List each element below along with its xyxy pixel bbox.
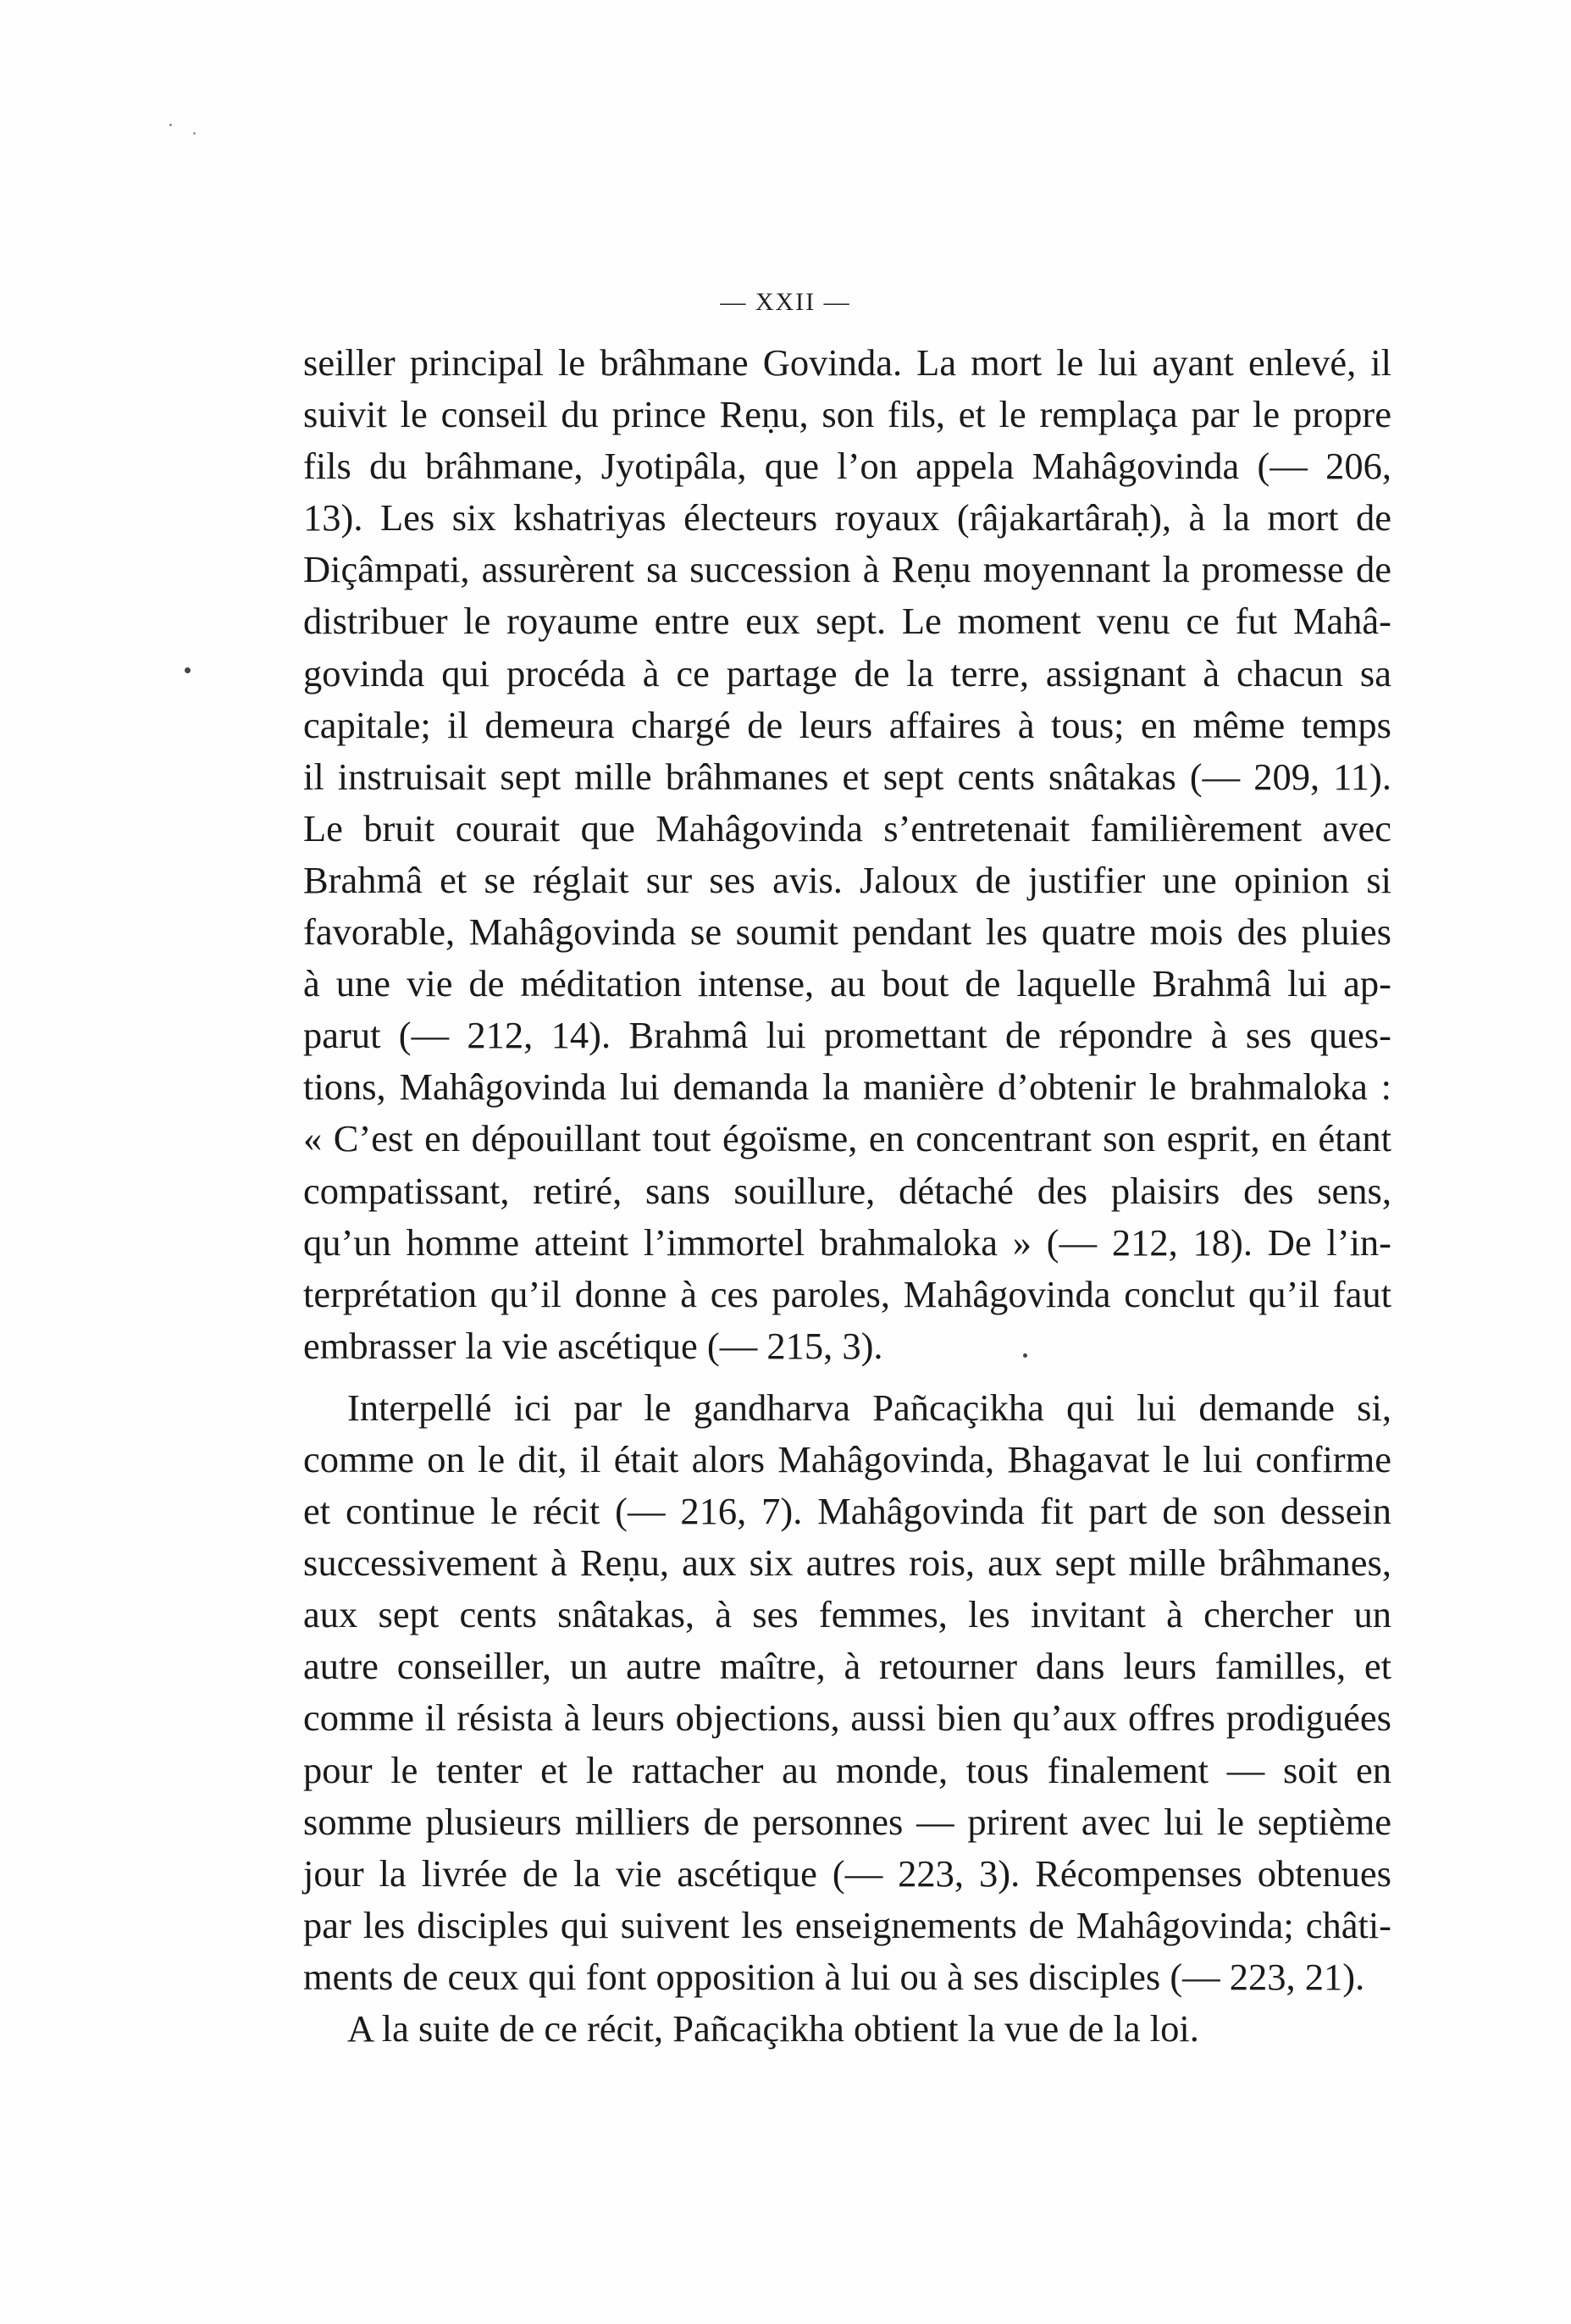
scan-speck bbox=[169, 124, 172, 126]
text-line: comme il résista à leurs objections, aussi bien qu’aux offres prodiguées bbox=[303, 1696, 1391, 1740]
text-line: « C’est en dépouillant tout égoïsme, en concentrant son esprit, en étant bbox=[303, 1117, 1391, 1160]
text-line: aux sept cents snâtakas, à ses femmes, les invitant à chercher un bbox=[303, 1593, 1391, 1636]
text-line: comme on le dit, il était alors Mahâgovinda, Bhagavat le lui confirme bbox=[303, 1437, 1391, 1480]
text-line: terprétation qu’il donne à ces paroles, Mahâgovinda conclut qu’il faut bbox=[303, 1272, 1391, 1315]
text-line: parut (— 212, 14). Brahmâ lui promettant de répondre à ses ques- bbox=[303, 1014, 1391, 1057]
text-line: seiller principal le brâhmane Govinda. La mort le lui ayant enlevé, il bbox=[303, 341, 1391, 384]
text-line: il instruisait sept mille brâhmanes et sept cents snâtakas (— 209, 11). bbox=[303, 755, 1391, 798]
text-line: Le bruit courait que Mahâgovinda s’entretenait familièrement avec bbox=[303, 806, 1391, 849]
text-line: qu’un homme atteint l’immortel brahmaloka » (— 212, 18). De l’in- bbox=[303, 1220, 1391, 1264]
paragraph-2 bbox=[303, 1382, 1391, 2003]
text-line: ments de ceux qui font opposition à lui ou à ses disciples (— 223, 21). bbox=[303, 1955, 1365, 1998]
text-line: Interpellé ici par le gandharva Pañcaçikha qui lui demande si, bbox=[347, 1386, 1391, 1429]
text-line: govinda qui procéda à ce partage de la terre, assignant à chacun sa bbox=[303, 651, 1391, 694]
text-line: capitale; il demeura chargé de leurs affaires à tous; en même temps bbox=[303, 703, 1391, 746]
text-line: 13). Les six kshatriyas électeurs royaux (râjakartâraḥ), à la mort de bbox=[303, 496, 1391, 540]
text-line: somme plusieurs milliers de personnes — prirent avec lui le septième bbox=[303, 1800, 1391, 1843]
text-line: par les disciples qui suivent les enseignements de Mahâgovinda; châti- bbox=[303, 1903, 1391, 1946]
paragraph-1 bbox=[303, 337, 1391, 1372]
paragraph-3 bbox=[303, 2003, 1391, 2055]
text-line: A la suite de ce récit, Pañcaçikha obtient la vue de la loi. bbox=[347, 2007, 1199, 2050]
text-line: fils du brâhmane, Jyotipâla, que l’on appela Mahâgovinda (— 206, bbox=[303, 445, 1391, 488]
text-line: Diçâmpati, assurèrent sa succession à Reṇu moyennant la promesse de bbox=[303, 548, 1391, 591]
text-line: distribuer le royaume entre eux sept. Le moment venu ce fut Mahâ- bbox=[303, 600, 1391, 643]
text-line: pour le tenter et le rattacher au monde, tous finalement — soit en bbox=[303, 1748, 1391, 1791]
text-line: jour la livrée de la vie ascétique (— 223, 3). Récompenses obtenues bbox=[303, 1851, 1391, 1895]
paragraph-gap bbox=[303, 1372, 1391, 1382]
body-text bbox=[303, 337, 1391, 2055]
scan-speck bbox=[193, 132, 196, 135]
text-line: successivement à Reṇu, aux six autres rois, aux sept mille brâhmanes, bbox=[303, 1541, 1391, 1585]
page-number: — XXII — bbox=[720, 288, 851, 316]
text-line: tions, Mahâgovinda lui demanda la manière d’obtenir le brahmaloka : bbox=[303, 1065, 1391, 1109]
scan-speck bbox=[185, 667, 191, 673]
text-line: autre conseiller, un autre maître, à retourner dans leurs familles, et bbox=[303, 1645, 1391, 1688]
text-line: suivit le conseil du prince Reṇu, son fils, et le remplaça par le propre bbox=[303, 393, 1391, 436]
scan-speck bbox=[1023, 1353, 1027, 1358]
text-line: compatissant, retiré, sans souillure, détaché des plaisirs des sens, bbox=[303, 1169, 1391, 1212]
text-line: Brahmâ et se réglait sur ses avis. Jaloux de justifier une opinion si bbox=[303, 858, 1391, 901]
text-line: favorable, Mahâgovinda se soumit pendant les quatre mois des pluies bbox=[303, 910, 1391, 954]
text-line: et continue le récit (— 216, 7). Mahâgovinda fit part de son dessein bbox=[303, 1490, 1391, 1533]
text-line: embrasser la vie ascétique (— 215, 3). bbox=[303, 1324, 883, 1367]
text-line: à une vie de méditation intense, au bout de laquelle Brahmâ lui ap- bbox=[303, 962, 1391, 1005]
